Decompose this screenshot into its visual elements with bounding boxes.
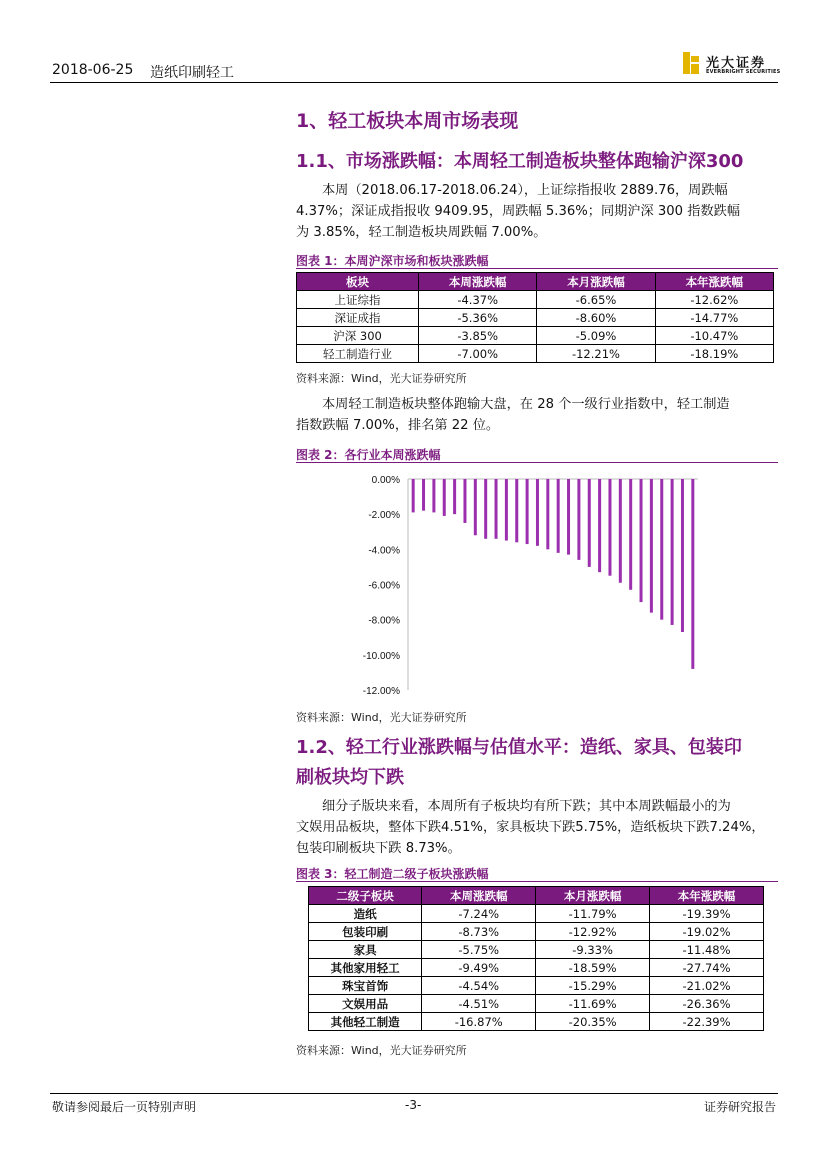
bar [619, 479, 622, 583]
paragraph-line: 指数跌幅 7.00%，排名第 22 位。 [296, 418, 500, 433]
bar [536, 479, 539, 546]
table-header-cell: 本年涨跌幅 [655, 273, 773, 291]
table-row [297, 309, 774, 327]
footer-divider [50, 1093, 778, 1094]
bar [474, 479, 477, 535]
table-cell: -22.39% [650, 1013, 764, 1031]
bar [526, 479, 529, 544]
table-cell: -4.37% [419, 291, 537, 309]
table-header-cell: 板块 [297, 273, 419, 291]
bar [432, 479, 435, 512]
table-cell: 造纸 [309, 905, 422, 923]
table-cell: -12.62% [655, 291, 773, 309]
bar [443, 479, 446, 516]
page-number: -3- [405, 1098, 422, 1112]
table-cell: 家具 [309, 941, 422, 959]
bar [463, 479, 466, 523]
table-cell: -12.21% [537, 345, 655, 363]
bar [629, 479, 632, 590]
bar [412, 479, 415, 512]
bar [567, 479, 570, 555]
y-tick-label: -8.00% [368, 615, 400, 627]
paragraph-subsectors [296, 796, 778, 859]
bar [557, 479, 560, 553]
paragraph-line: 文娱用品板块，整体下跌4.51%，家具板块下跌5.75%，造纸板块下跌7.24%， [296, 820, 765, 835]
table-cell: -26.36% [650, 995, 764, 1013]
footer-disclaimer: 敬请参阅最后一页特别声明 [52, 1100, 197, 1114]
bar [640, 479, 643, 602]
figure-1-source: 资料来源：Wind，光大证券研究所 [296, 372, 467, 385]
paragraph-line: 本周（2018.06.17-2018.06.24），上证综指报收 2889.76，周跌幅 [322, 183, 728, 198]
y-tick-label: -6.00% [368, 580, 400, 592]
industry-bar-chart [296, 468, 778, 700]
table-cell: 轻工制造行业 [297, 345, 419, 363]
table-cell: 上证综指 [297, 291, 419, 309]
figure-2-source: 资料来源：Wind，光大证券研究所 [296, 711, 467, 724]
table-cell: -5.36% [419, 309, 537, 327]
table-cell: -20.35% [536, 1013, 650, 1031]
table-header-cell: 二级子板块 [309, 887, 422, 905]
bar [505, 479, 508, 541]
bar [691, 479, 694, 669]
table-cell: -5.75% [422, 941, 536, 959]
table-header-cell: 本周涨跌幅 [419, 273, 537, 291]
bar [660, 479, 663, 620]
section-1-2-title [296, 733, 742, 793]
footer-report-type: 证券研究报告 [704, 1100, 777, 1114]
bar [515, 479, 518, 542]
table-row [309, 995, 764, 1013]
table-header-cell: 本月涨跌幅 [536, 887, 650, 905]
table-row [309, 1013, 764, 1031]
table-row [297, 345, 774, 363]
table-cell: -9.49% [422, 959, 536, 977]
table-row [297, 327, 774, 345]
figure-2-title: 图表 2：各行业本周涨跌幅 [296, 448, 441, 462]
table-cell: -16.87% [422, 1013, 536, 1031]
table-cell: -4.54% [422, 977, 536, 995]
table-cell: 文娱用品 [309, 995, 422, 1013]
y-tick-label: -4.00% [368, 545, 400, 557]
table-row [309, 977, 764, 995]
paragraph-line: 4.37%；深证成指报收 9409.95，周跌幅 5.36%；同期沪深 300 指数跌幅 [296, 204, 741, 219]
table-cell: -8.73% [422, 923, 536, 941]
figure-1-title: 图表 1：本周沪深市场和板块涨跌幅 [296, 254, 489, 268]
table-row [309, 905, 764, 923]
table-header-cell: 本周涨跌幅 [422, 887, 536, 905]
table-cell: 其他家用轻工 [309, 959, 422, 977]
table-cell: 深证成指 [297, 309, 419, 327]
figure-3-rule [296, 881, 778, 882]
y-tick-label: -12.00% [362, 686, 400, 697]
bar [608, 479, 611, 576]
table-cell: -19.02% [650, 923, 764, 941]
bar [495, 479, 498, 539]
table-header-row [297, 273, 774, 291]
y-tick-label: 0.00% [371, 475, 400, 486]
table-row [309, 923, 764, 941]
bar [484, 479, 487, 539]
table-cell: -3.85% [419, 327, 537, 345]
table-cell: -9.33% [536, 941, 650, 959]
section-1-2-title-line: 1.2、轻工行业涨跌幅与估值水平：造纸、家具、包装印 [296, 737, 742, 758]
paragraph-ranking [296, 394, 778, 436]
table-cell: 包装印刷 [309, 923, 422, 941]
section-1-title: 1、轻工板块本周市场表现 [296, 110, 519, 132]
table-cell: -18.59% [536, 959, 650, 977]
table-cell: -10.47% [655, 327, 773, 345]
table-cell: -12.92% [536, 923, 650, 941]
table-cell: -27.74% [650, 959, 764, 977]
table-cell: -4.51% [422, 995, 536, 1013]
table-cell: -11.48% [650, 941, 764, 959]
paragraph-line: 为 3.85%，轻工制造板块周跌幅 7.00%。 [296, 225, 547, 240]
table-cell: -5.09% [537, 327, 655, 345]
section-1-1-title: 1.1、市场涨跌幅：本周轻工制造板块整体跑输沪深300 [296, 151, 744, 172]
bar [671, 479, 674, 625]
table-cell: -7.24% [422, 905, 536, 923]
paragraph-line: 本周轻工制造板块整体跑输大盘，在 28 个一级行业指数中，轻工制造 [322, 397, 730, 412]
sector-name: 造纸印刷轻工 [150, 65, 234, 81]
table-cell: -15.29% [536, 977, 650, 995]
table-cell: -14.77% [655, 309, 773, 327]
table-header-cell: 本年涨跌幅 [650, 887, 764, 905]
table-cell: -19.39% [650, 905, 764, 923]
bar [546, 479, 549, 549]
bar [650, 479, 653, 613]
figure-2-rule [296, 462, 778, 463]
subsector-table [308, 886, 764, 1031]
table-row [309, 959, 764, 977]
bar [453, 479, 456, 514]
paragraph-line: 细分子版块来看，本周所有子板块均有所下跌；其中本周跌幅最小的为 [322, 799, 731, 814]
bar [422, 479, 425, 511]
market-table [296, 272, 774, 363]
table-cell: -21.02% [650, 977, 764, 995]
table-cell: 珠宝首饰 [309, 977, 422, 995]
table-cell: -8.60% [537, 309, 655, 327]
table-header-row [309, 887, 764, 905]
logo-icon [683, 52, 699, 74]
y-tick-label: -2.00% [368, 510, 400, 522]
table-cell: -18.19% [655, 345, 773, 363]
bar [577, 479, 580, 560]
figure-1-rule [296, 268, 778, 269]
table-cell: 其他轻工制造 [309, 1013, 422, 1031]
header-divider [50, 82, 778, 83]
table-cell: -7.00% [419, 345, 537, 363]
table-header-cell: 本月涨跌幅 [537, 273, 655, 291]
table-row [297, 291, 774, 309]
figure-3-title: 图表 3：轻工制造二级子板块涨跌幅 [296, 867, 489, 881]
table-cell: 沪深 300 [297, 327, 419, 345]
logo-text-en: EVERBRIGHT SECURITIES [706, 69, 781, 75]
table-cell: -6.65% [537, 291, 655, 309]
paragraph-market-summary [296, 180, 778, 243]
figure-3-source: 资料来源：Wind，光大证券研究所 [296, 1044, 467, 1057]
bar [681, 479, 684, 632]
report-date: 2018-06-25 [52, 62, 134, 78]
table-cell: -11.69% [536, 995, 650, 1013]
bar [588, 479, 591, 567]
table-cell: -11.79% [536, 905, 650, 923]
section-1-2-title-line: 刷板块均下跌 [296, 767, 404, 788]
logo-text: 光大证券 [706, 56, 767, 71]
bar [598, 479, 601, 572]
y-tick-label: -10.00% [362, 650, 400, 662]
paragraph-line: 包装印刷板块下跌 8.73%。 [296, 841, 461, 856]
table-row [309, 941, 764, 959]
